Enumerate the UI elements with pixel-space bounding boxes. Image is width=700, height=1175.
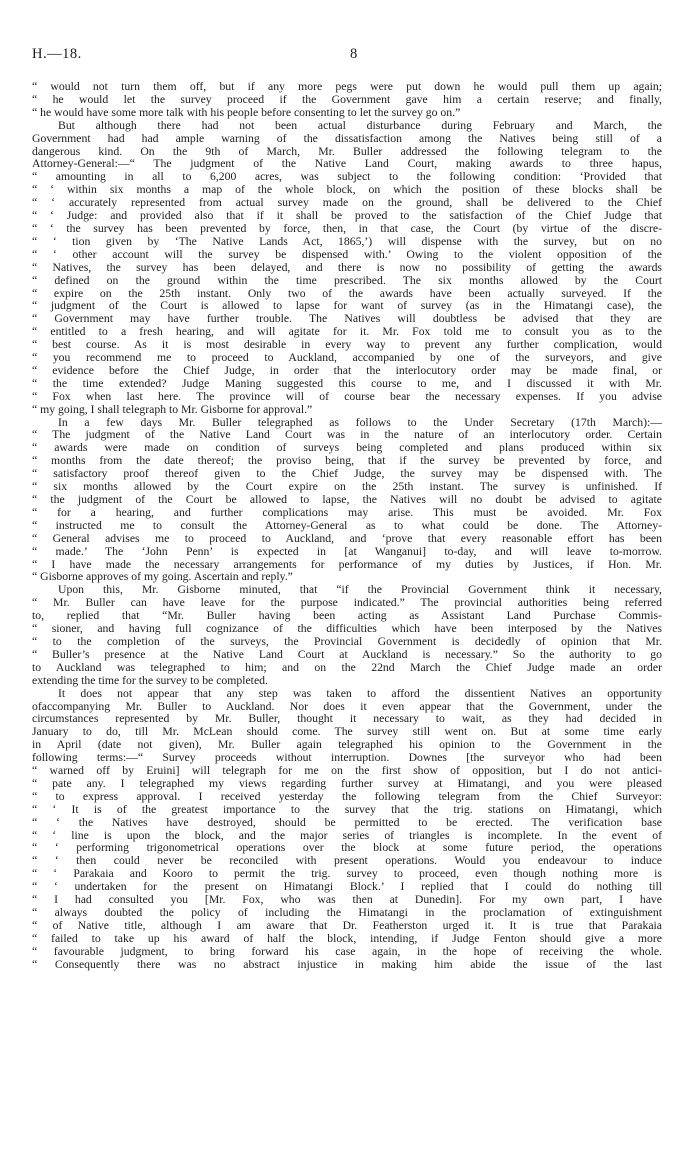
text-line: “ made.’ The ‘John Penn’ is expected in [at Wanganui] to-day, and will leave to-morrow. bbox=[32, 544, 662, 558]
text-line: “ he would have some more talk with his people before consenting to let the survey go on.” bbox=[32, 105, 461, 119]
text-line: “ ‘ undertaken for the present on Himatangi Block.’ I replied that I could do nothing till bbox=[32, 880, 662, 894]
paper-code: H.—18. bbox=[32, 46, 82, 62]
text-line: January to do, till Mr. McLean should come. The survey still went on. But at some time early bbox=[32, 725, 662, 739]
text-line: “ amounting in all to 6,200 acres, was subject to the following condition: ‘Provided that bbox=[32, 170, 662, 184]
text-line: Upon this, Mr. Gisborne minuted, that “if the Provincial Government think it necessary, bbox=[58, 583, 662, 597]
text-line: “ ‘ tion given by ‘The Native Lands Act, 1865,’) will dispense with the survey, but on no bbox=[32, 234, 662, 248]
text-line: “ the judgment of the Court be allowed to lapse, the Natives will no doubt be advised to agitate bbox=[32, 493, 662, 506]
body-text bbox=[32, 81, 662, 972]
text-line: “ ‘ Parakaia and Kooro to permit the trig. survey to proceed, even though nothing more is bbox=[32, 867, 662, 881]
text-line: “ pate any. I telegraphed my views regarding further survey at Himatangi, and you were pleased bbox=[32, 776, 662, 790]
text-line: “ defined on the ground within the time prescribed. The six months allowed by the Court bbox=[32, 273, 662, 287]
text-line: “ failed to take up his award of half the block, intending, if Judge Fenton should give a more bbox=[32, 931, 662, 945]
text-line: “ months from the date thereof; the proviso being, that if the survey be prevented by force, and bbox=[32, 454, 662, 468]
text-line: “ ‘ the Natives have destroyed, should be permitted to be erected. The verification base bbox=[32, 815, 662, 829]
text-line: “ ‘ line is upon the block, and the major series of triangles is incomplete. In the event of bbox=[32, 828, 662, 842]
text-line: “ entitled to a fresh hearing, and will agitate for it. Mr. Fox told me to consult you as to the bbox=[32, 325, 662, 339]
text-line: “ ‘ It is of the greatest importance to the survey that the trig. stations on Himatangi, which bbox=[32, 802, 662, 816]
text-line: “ evidence before the Chief Judge, in order that the interlocutory order may be made final, or bbox=[32, 363, 662, 377]
page-number: 8 bbox=[350, 46, 358, 62]
text-line: “ Mr. Buller can have leave for the purpose indicated.” The provincial authorities being referred bbox=[32, 596, 662, 610]
text-line: “ judgment of the Court is allowed to lapse for want of survey (as in the Himatangi case), the bbox=[32, 299, 662, 313]
text-line: “ I have made the necessary arrangements for performance of my duties by Justices, if Hon. Mr. bbox=[32, 557, 662, 571]
text-line: following terms:—“ Survey proceeds without interruption. Downes [the surveyor who had been bbox=[32, 751, 662, 765]
text-line: “ Natives, the survey has been delayed, and there is now no possibility of getting the awards bbox=[32, 260, 662, 274]
text-line: “ instructed me to consult the Attorney-General as to what could be done. The Attorney- bbox=[32, 518, 662, 532]
text-line: to, replied that “Mr. Buller having been acting as Assistant Land Purchase Commis- bbox=[32, 609, 662, 623]
text-line: “ you recommend me to proceed to Auckland, accompanied by one of the surveyors, and give bbox=[32, 351, 662, 365]
text-line: “ satisfactory proof thereof given to the Chief Judge, the survey may be dispensed with. The bbox=[32, 467, 662, 481]
text-line: “ six months allowed by the Court expire on the 25th instant. The survey is unfinished. If bbox=[32, 480, 662, 494]
text-line: extending the time for the survey to be completed. bbox=[32, 673, 268, 687]
text-line: “ the time extended? Judge Maning suggested this course to me, and I discussed it with Mr. bbox=[32, 376, 662, 390]
text-line: “ General advises me to proceed to Auckland, and ‘prove that every reasonable effort has been bbox=[32, 531, 662, 545]
text-line: Attorney-General:—“ The judgment of the Native Land Court, making awards to three hapus, bbox=[32, 157, 662, 171]
text-line: “ warned off by Eruini] will telegraph for me on the first show of opposition, but I do not antici- bbox=[32, 764, 662, 778]
text-line: “ ‘ Judge: and provided also that if it shall be proved to the satisfaction of the Chief Judge that bbox=[32, 209, 662, 223]
text-line: “ Buller’s presence at the Native Land Court at Auckland is necessary.” So the authority to go bbox=[32, 647, 662, 661]
text-line: “ best course. As it is most desirable in every way to prevent any further complication, would bbox=[32, 338, 662, 352]
text-line: “ favourable judgment, to bring forward his case again, in the hope of receiving the whole. bbox=[32, 944, 662, 958]
text-line: dangerous kind. On the 9th of March, Mr. Buller addressed the following telegram to the bbox=[32, 144, 662, 158]
text-line: “ always doubted the policy of including the Himatangi in the proclamation of extinguishment bbox=[32, 906, 662, 919]
text-line: “ he would let the survey proceed if the Government gave him a certain reserve; and finally, bbox=[32, 92, 662, 106]
text-line: “ ‘ the survey has been prevented by force, then, in that case, the Court (by virtue of the discre- bbox=[32, 221, 662, 235]
text-line: to Auckland was telegraphed to him; and on the 22nd March the Chief Judge made an order bbox=[32, 660, 662, 674]
text-line: “ ‘ within six months a map of the whole block, on which the position of these blocks shall be bbox=[32, 183, 662, 197]
text-line: “ ‘ other account will the survey be dispensed with.’ Owing to the violent opposition of the bbox=[32, 247, 662, 261]
text-line: “ expire on the 25th instant. Only two of the awards have been actually surveyed. If the bbox=[32, 286, 662, 300]
text-line: ofaccompanying Mr. Buller to Auckland. Nor does it even appear that the Government, under the bbox=[32, 699, 662, 713]
text-line: “ sioner, and having full cognizance of the difficulties which have been interposed by the Natives bbox=[32, 622, 662, 636]
text-line: “ ‘ performing trigonometrical operations over the block at some future period, the operations bbox=[32, 841, 662, 855]
text-line: “ ‘ accurately represented from actual survey made on the ground, shall be delivered to the Chief bbox=[32, 196, 662, 210]
text-line: “ my going, I shall telegraph to Mr. Gisborne for approval.” bbox=[32, 402, 313, 416]
text-line: But although there had not been actual disturbance during February and March, the bbox=[58, 118, 662, 132]
text-line: “ to express approval. I received yesterday the following telegram from the Chief Surveyor: bbox=[32, 789, 662, 803]
text-line: in April (date not given), Mr. Buller again telegraphed his opinion to the Government in the bbox=[32, 738, 662, 752]
text-line: circumstances represented by Mr. Buller, thought it necessary to wait, as they had decided in bbox=[32, 712, 662, 726]
text-line: In a few days Mr. Buller telegraphed as follows to the Under Secretary (17th March):— bbox=[58, 415, 662, 429]
text-line: “ awards were made on condition of surveys being completed and plans produced within six bbox=[32, 441, 662, 455]
text-line: “ for a hearing, and further complications may arise. This must be avoided. Mr. Fox bbox=[32, 505, 662, 519]
text-line: Government had had ample warning of the dissatisfaction among the Natives being still of a bbox=[32, 131, 662, 145]
text-line: “ of Native title, although I am aware that Dr. Featherston urged it. It is true that Parakaia bbox=[32, 918, 662, 932]
text-line: “ ‘ then could never be reconciled with present operations. Would you endeavour to induce bbox=[32, 854, 662, 868]
text-line: “ would not turn them off, but if any more pegs were put down he would pull them up again; bbox=[32, 80, 662, 93]
text-line: It does not appear that any step was taken to afford the dissentient Natives an opportunity bbox=[58, 686, 662, 700]
text-line: “ to the completion of the surveys, the Provincial Government is decidedly of opinion that Mr. bbox=[32, 634, 662, 648]
text-line: “ I had consulted you [Mr. Fox, who was then at Dunedin]. For my own part, I have bbox=[32, 893, 662, 907]
text-line: “ The judgment of the Native Land Court was in the nature of an interlocutory order. Certain bbox=[32, 428, 662, 442]
text-line: “ Gisborne approves of my going. Ascertain and reply.” bbox=[32, 570, 293, 584]
text-line: “ Fox when last here. The province will of course bear the necessary expenses. If you advise bbox=[32, 389, 662, 403]
text-line: “ Government may have further trouble. The Natives will doubtless be advised that they are bbox=[32, 312, 662, 326]
text-line: “ Consequently there was no abstract injustice in making him abide the issue of the last bbox=[32, 957, 662, 971]
page-header bbox=[32, 46, 662, 63]
